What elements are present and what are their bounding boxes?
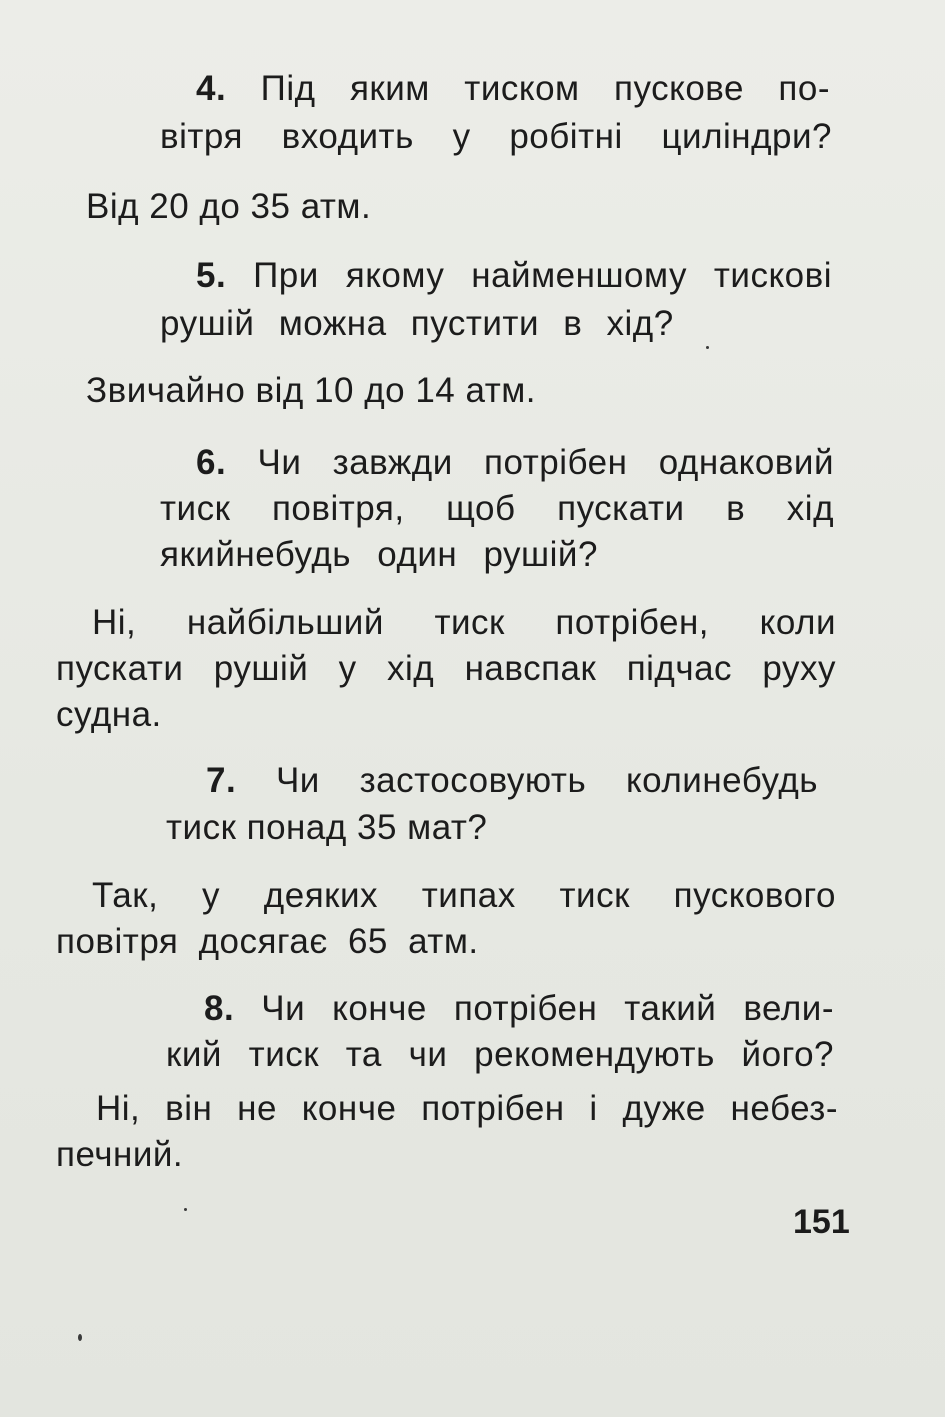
question-8-number: 8. (204, 989, 235, 1028)
answer-7-line-2: повітря досягає 65 атм. (56, 922, 479, 961)
answer-6-line-3: судна. (56, 695, 162, 734)
question-5-line-1 (196, 253, 832, 299)
page-number: 151 (793, 1203, 850, 1241)
question-6-line-3: якийнебудь один рушій? (160, 535, 598, 574)
question-7-number: 7. (206, 761, 237, 800)
question-8-text-1: Чи конче потрібен такий вели- (261, 989, 834, 1028)
print-speck (78, 1334, 82, 1341)
answer-6-line-2: пускати рушій у хід навспак підчас руху (56, 649, 836, 688)
question-5-number: 5. (196, 256, 227, 295)
answer-6-line-1: Ні, найбільший тиск потрібен, коли (92, 603, 836, 642)
print-speck (706, 346, 709, 349)
question-5-line-2: рушій можна пустити в хід? (160, 304, 674, 343)
question-6-line-1 (196, 440, 834, 486)
question-5-text-1: При якому найменшому тискові (253, 256, 832, 295)
question-8-line-1 (204, 986, 834, 1032)
question-4-line-2: вітря входить у робітні циліндри? (160, 117, 832, 156)
answer-4-line-1: Від 20 до 35 атм. (86, 187, 372, 226)
question-4-number: 4. (196, 69, 227, 108)
question-8-line-2: кий тиск та чи рекомендують його? (166, 1035, 834, 1074)
answer-8-line-2: печний. (56, 1135, 184, 1174)
question-7-text-1: Чи застосовують колинебудь (275, 761, 818, 800)
question-7-line-2: тиск понад 35 мат? (166, 808, 488, 847)
question-6-line-2: тиск повітря, щоб пускати в хід (160, 489, 834, 528)
question-4-text-1: Під яким тиском пускове по- (260, 69, 830, 108)
question-7-line-1 (206, 758, 818, 804)
question-4-line-1 (196, 66, 830, 112)
question-6-text-1: Чи завжди потрібен однаковий (257, 443, 834, 482)
answer-5-line-1: Звичайно від 10 до 14 атм. (86, 371, 537, 410)
print-speck (184, 1208, 187, 1211)
answer-8-line-1: Ні, він не конче потрібен і дуже небез- (96, 1089, 838, 1128)
question-6-number: 6. (196, 443, 227, 482)
answer-7-line-1: Так, у деяких типах тиск пускового (92, 876, 836, 915)
